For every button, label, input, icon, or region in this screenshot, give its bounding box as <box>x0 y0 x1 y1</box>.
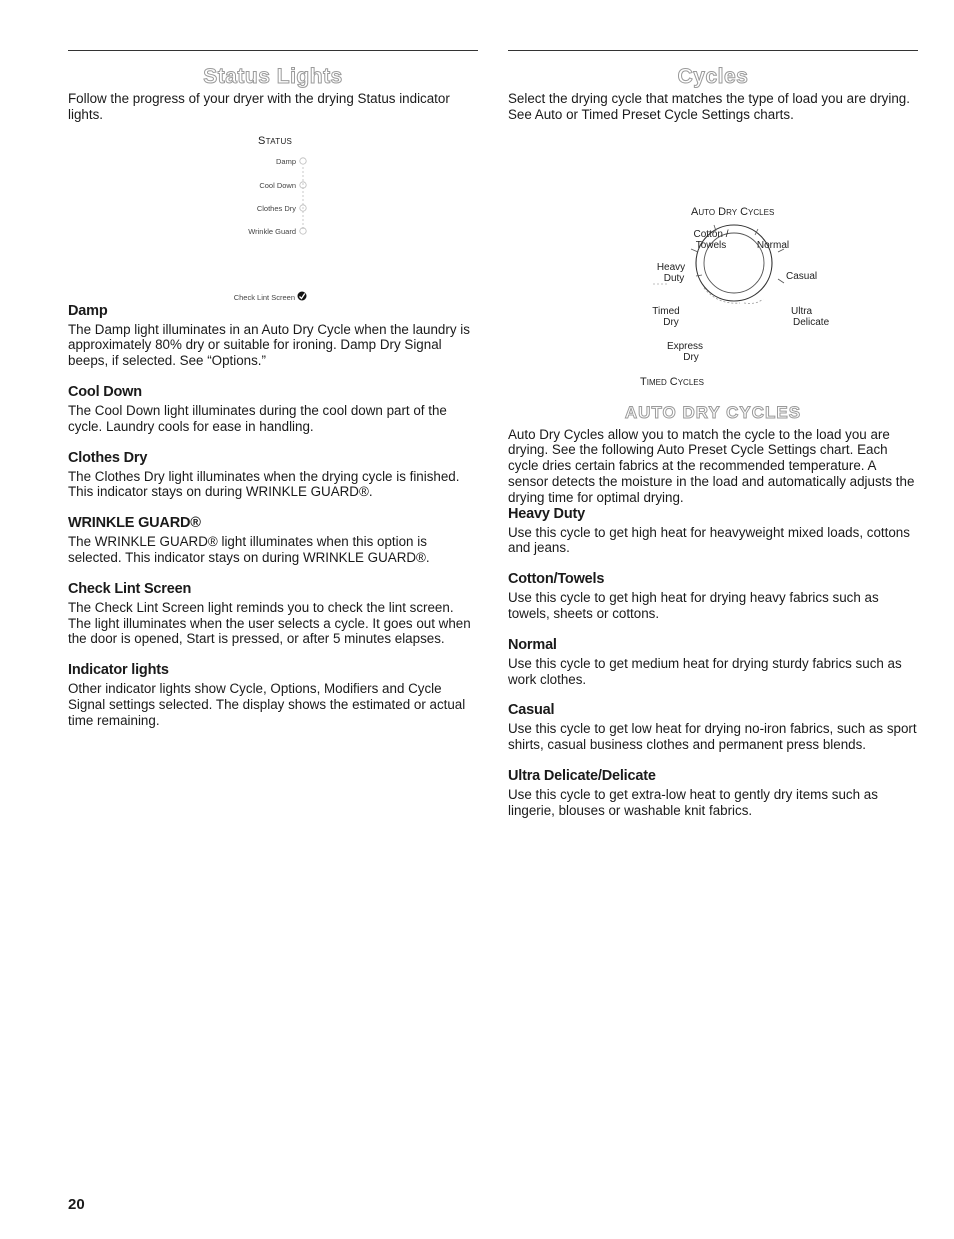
cycle-section-text: Use this cycle to get low heat for drying no-iron fabrics, such as sport shirts, casual business clothes and permanent press blends. <box>508 721 917 753</box>
express-dry-label-line2: Dry <box>683 351 699 363</box>
top-rule <box>68 50 478 51</box>
express-dry-label-line1: Express <box>666 340 704 352</box>
status-light-section-text: Other indicator lights show Cycle, Options, Modifiers and Cycle Signal settings selected. The display shows the estimated or actual time remaining. <box>68 681 466 728</box>
status-light-section-heading: Check Lint Screen <box>68 580 192 597</box>
timed-cycles-figure-part <box>508 323 918 388</box>
damp-light-icon <box>300 157 306 163</box>
heavy-duty-label-line2: Duty <box>663 272 685 284</box>
auto-dry-cycles-title: AUTO DRY CYCLES <box>624 402 802 422</box>
cotton-towels-label-line2: Towels <box>695 239 727 251</box>
status-light-section-heading: Damp <box>68 302 108 319</box>
cycle-section <box>508 702 918 753</box>
status-light-section-heading: Indicator lights <box>68 662 169 679</box>
status-lights-intro: Follow the progress of your dryer with the drying Status indicator lights. <box>68 91 450 122</box>
status-light-section-text: The Clothes Dry light illuminates when the drying cycle is finished. This indicator stays on during WRINKLE GUARD®. <box>68 468 460 500</box>
cycle-knob-illustration <box>508 123 918 323</box>
casual-label: Casual <box>786 270 818 282</box>
cycle-section <box>508 768 918 819</box>
check-lint-icon <box>298 291 307 300</box>
status-light-section-heading: Cool Down <box>68 383 142 400</box>
check-lint-label: Check Lint Screen <box>233 292 295 302</box>
status-light-section <box>68 662 478 728</box>
status-light-section <box>68 515 478 566</box>
ultra-delicate-label-line1: Ultra <box>791 305 813 317</box>
cycle-section <box>508 506 918 557</box>
normal-label: Normal <box>756 239 790 251</box>
cycle-section-heading: Cotton/Towels <box>508 571 605 588</box>
status-light-section-text: The Check Lint Screen light reminds you to check the lint screen. The light illuminates when the user selects a cycle. It goes out when the door is opened, Start is pressed, or after 5 minutes elapses. <box>68 599 471 647</box>
auto-dry-cycles-intro: Auto Dry Cycles allow you to match the cycle to the load you are drying. See the following Auto Preset Cycle Settings chart. Each cycle dries certain fabrics at the recommended temperature. A sensor detects the moisture in the load and automatically adjusts the drying time for optimal drying. <box>508 426 915 505</box>
status-light-label-wrinkle-guard: Wrinkle Guard <box>248 226 296 236</box>
cycle-knob-figure <box>508 123 918 328</box>
status-light-label-damp: Damp <box>275 156 296 166</box>
status-light-label-cool-down: Cool Down <box>259 180 296 190</box>
auto-dry-cycles-caption: Auto Dry Cycles <box>691 205 775 218</box>
cycle-section-text: Use this cycle to get high heat for heavyweight mixed loads, cottons and jeans. <box>508 524 910 556</box>
status-light-section <box>68 581 478 647</box>
top-rule <box>508 50 918 51</box>
timed-dry-label-line2: Dry <box>663 316 679 328</box>
cotton-towels-label-line1: Cotton / <box>693 228 729 240</box>
status-light-section <box>68 303 478 369</box>
status-light-section-text: The Damp light illuminates in an Auto Dry Cycle when the laundry is approximately 80% dry or suitable for ironing. Damp Dry Signal beeps, if selected. See “Options.” <box>68 321 470 369</box>
cycle-section-text: Use this cycle to get medium heat for drying sturdy fabrics such as work clothes. <box>508 655 902 687</box>
status-lights-column <box>68 50 478 744</box>
cycle-section-text: Use this cycle to get high heat for drying heavy fabrics such as towels, sheets or cottons. <box>508 590 879 621</box>
status-light-label-clothes-dry: Clothes Dry <box>256 203 296 213</box>
timed-dry-label-line1: Timed <box>652 305 680 317</box>
status-light-section-text: The WRINKLE GUARD® light illuminates when this option is selected. This indicator stays on during WRINKLE GUARD®. <box>68 534 430 565</box>
status-light-section-text: The Cool Down light illuminates during the cool down part of the cycle. Laundry cools for ease in handling. <box>68 402 447 434</box>
status-lights-sections <box>68 303 478 729</box>
status-light-section-heading: WRINKLE GUARD® <box>68 515 201 532</box>
status-light-section-heading: Clothes Dry <box>68 449 148 466</box>
cycles-column <box>508 50 918 834</box>
status-light-section <box>68 450 478 501</box>
cycles-title: Cycles <box>677 65 749 88</box>
cycle-section <box>508 571 918 622</box>
timed-cycles-caption: Timed Cycles <box>640 375 704 388</box>
status-lights-figure <box>68 123 478 303</box>
cycle-section-heading: Heavy Duty <box>508 505 585 522</box>
status-lights-title: Status Lights <box>203 65 343 88</box>
ultra-delicate-label-line2: Delicate <box>793 316 830 328</box>
cycles-intro: Select the drying cycle that matches the type of load you are drying. See Auto or Timed Preset Cycle Settings charts. <box>508 91 910 122</box>
page-number: 20 <box>68 1196 85 1213</box>
cycle-section-heading: Normal <box>508 636 557 653</box>
heavy-duty-label-line1: Heavy <box>656 261 686 273</box>
cycle-section <box>508 637 918 688</box>
cycle-section-text: Use this cycle to get extra-low heat to gently dry items such as lingerie, blouses or washable knit fabrics. <box>508 786 878 818</box>
cycles-sections <box>508 506 918 819</box>
status-light-section <box>68 384 478 435</box>
status-panel-illustration <box>68 123 478 303</box>
cycle-section-heading: Casual <box>508 702 555 719</box>
status-caption: Status <box>258 134 293 147</box>
cycle-section-heading: Ultra Delicate/Delicate <box>508 767 656 784</box>
